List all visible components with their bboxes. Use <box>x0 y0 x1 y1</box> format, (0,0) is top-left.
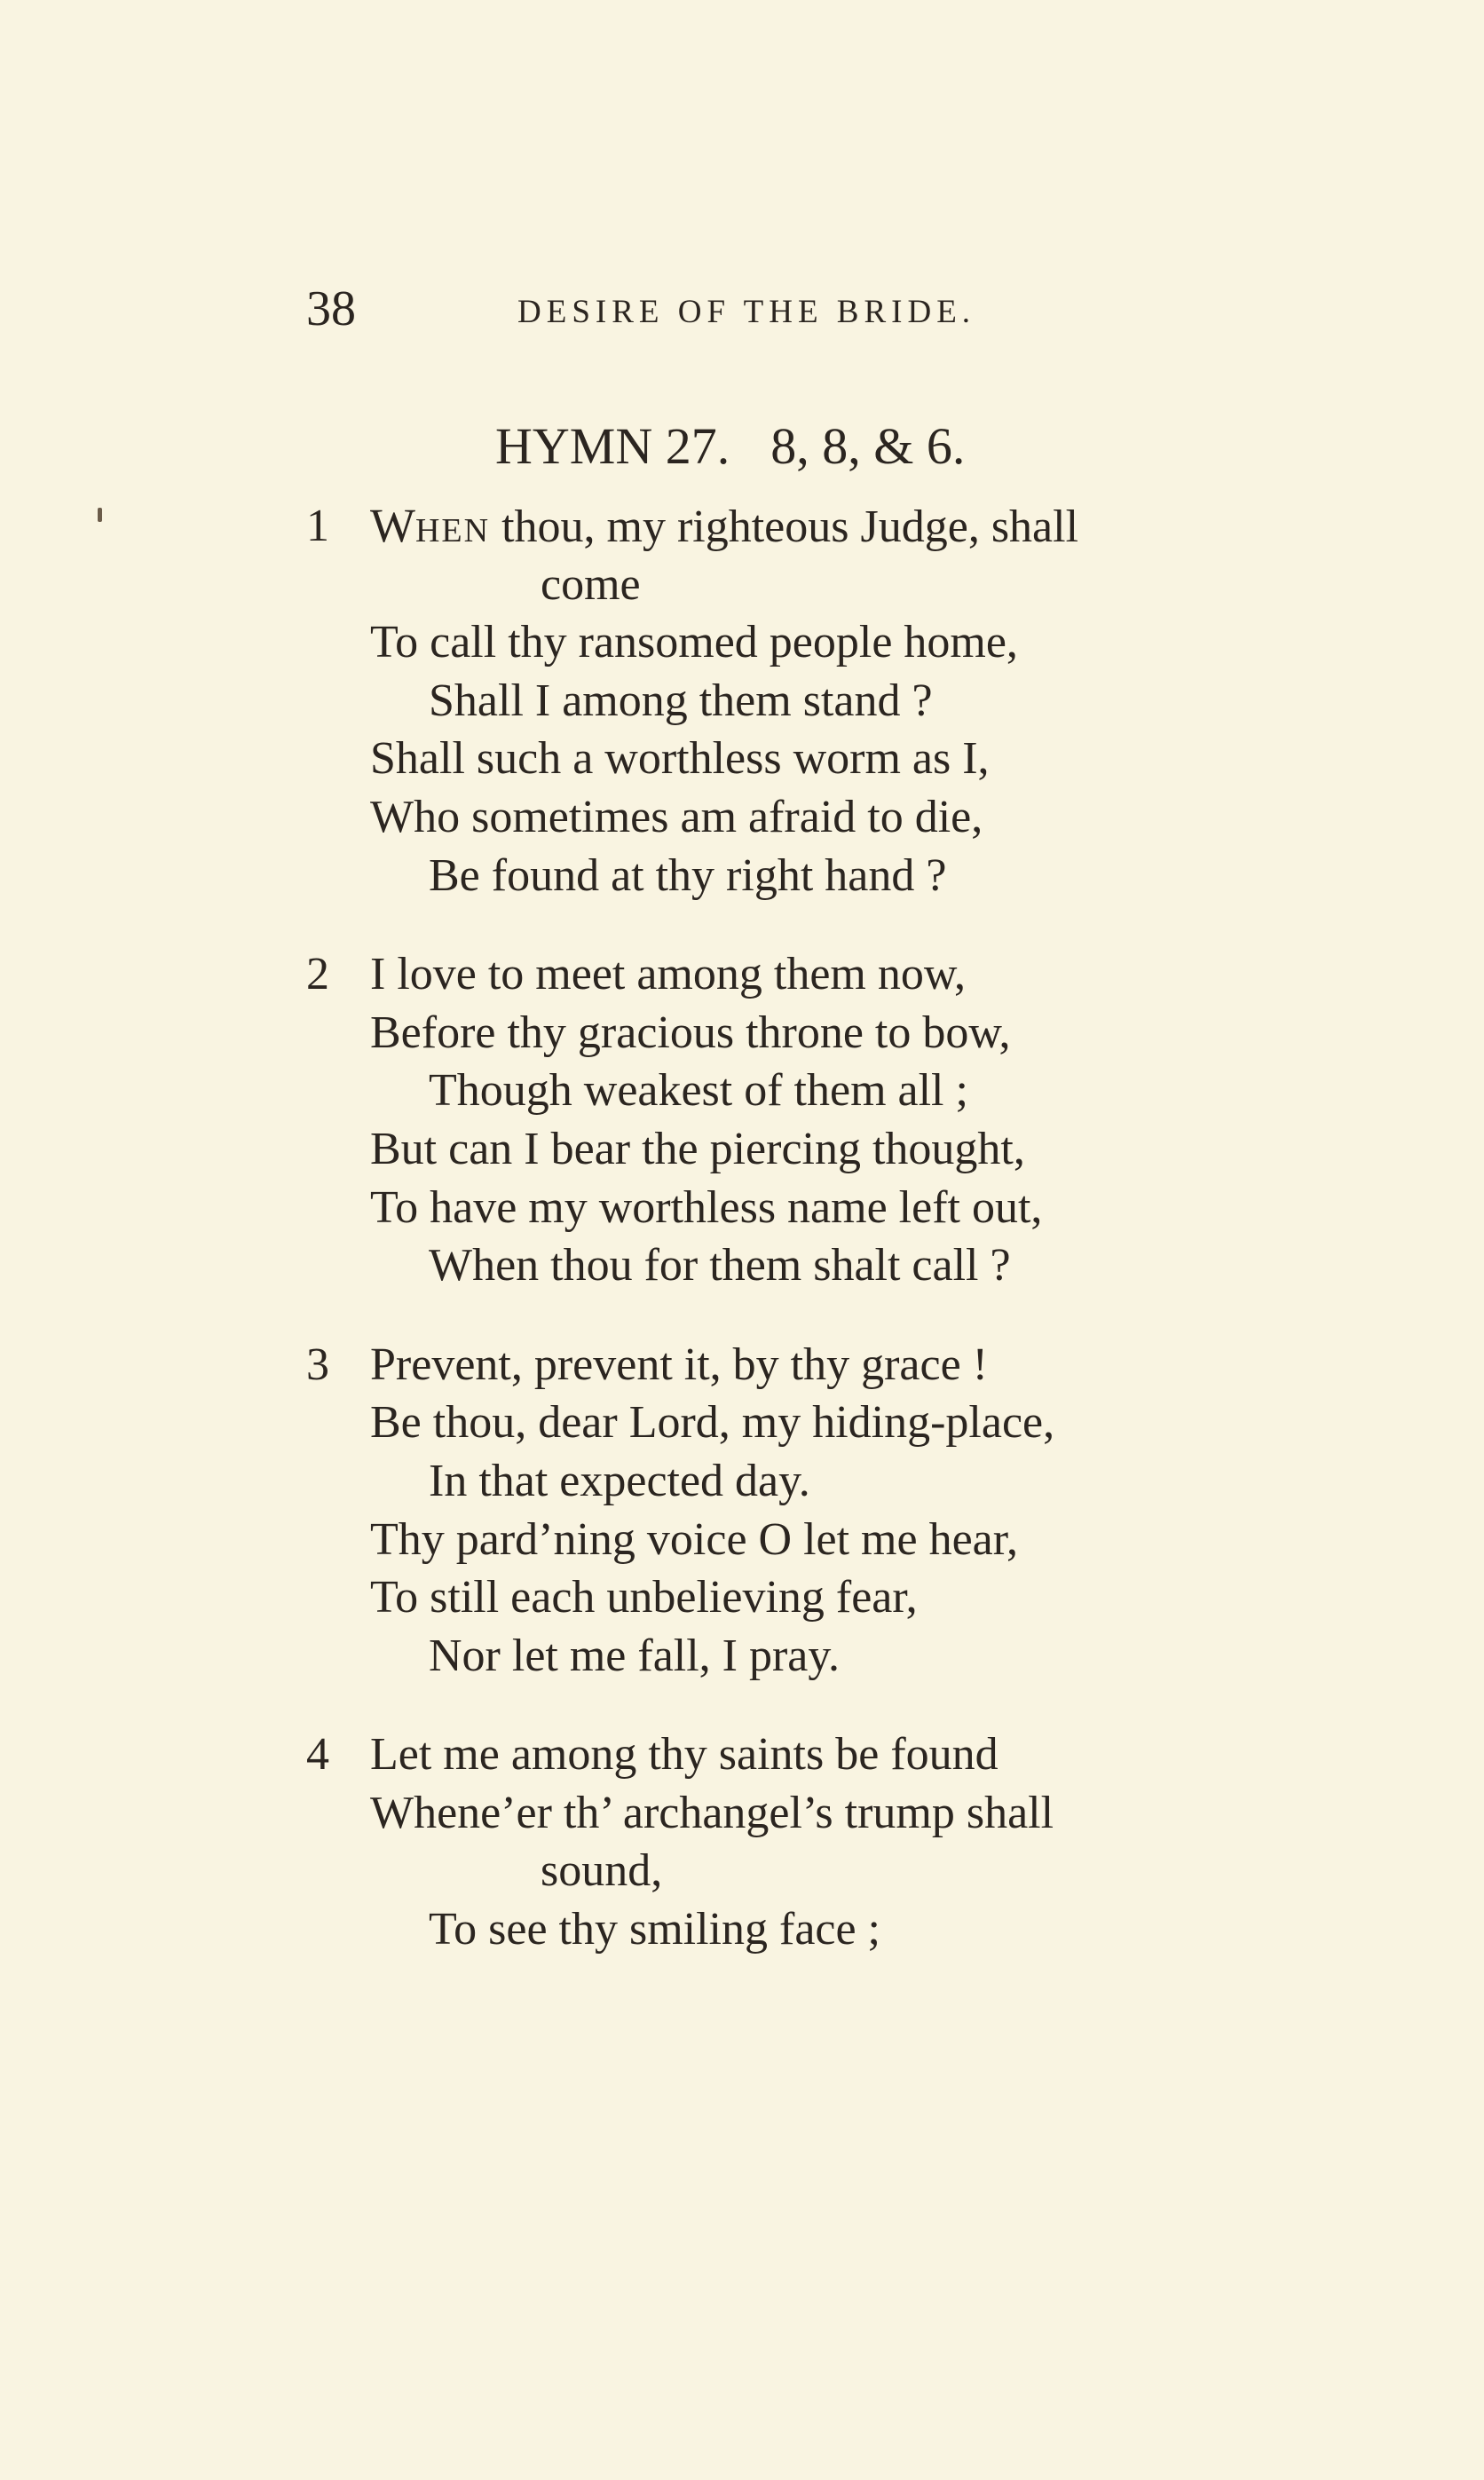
running-title: DESIRE OF THE BRIDE. <box>517 294 976 330</box>
verse-line: Whene’er th’ archangel’s trump shall <box>370 1787 1054 1838</box>
verse-line: To have my worthless name left out, <box>370 1181 1043 1233</box>
verse-line: sound, <box>541 1845 663 1897</box>
verse-line: Be found at thy right hand ? <box>429 849 947 901</box>
stanza-2 <box>306 945 1300 1295</box>
verse-line: Who sometimes am afraid to die, <box>370 791 983 842</box>
verse-line: Shall such a worthless worm as I, <box>370 733 990 785</box>
verse-line: Thy pard’ning voice O let me hear, <box>370 1513 1018 1565</box>
verse-line: When thou for them shalt call ? <box>429 1240 1011 1291</box>
page-number: 38 <box>306 281 356 336</box>
hymn-heading <box>495 417 965 476</box>
hymn-text <box>306 497 1300 2000</box>
stanza-1 <box>306 497 1300 904</box>
verse-line <box>306 497 1300 556</box>
verse-line: To still each unbelieving fear, <box>370 1572 918 1623</box>
verse-line: Prevent, prevent it, by thy grace ! <box>370 1339 988 1390</box>
verse-line: come <box>541 558 641 610</box>
verse-line: Let me among thy saints be found <box>370 1729 999 1781</box>
verse-line: Be thou, dear Lord, my hiding-place, <box>370 1397 1055 1449</box>
verse-line: To call thy ransomed people home, <box>370 617 1018 668</box>
initial-word-rest: HEN <box>414 512 491 549</box>
verse-line: But can I bear the piercing thought, <box>370 1123 1025 1174</box>
initial-letter: W <box>370 499 415 552</box>
verse-line: To see thy smiling face ; <box>429 1904 881 1955</box>
verse-line: Though weakest of them all ; <box>429 1065 968 1117</box>
verse-line: Before thy gracious throne to bow, <box>370 1007 1011 1058</box>
hymn-meter: 8, 8, & 6. <box>770 417 966 475</box>
verse-line: I love to meet among them now, <box>370 949 967 1000</box>
hymn-title: HYMN 27. <box>495 417 730 475</box>
ink-speck <box>98 508 102 522</box>
verse-line-text: thou, my righteous Judge, shall <box>490 502 1079 552</box>
verse-line: In that expected day. <box>429 1455 810 1506</box>
stanza-3 <box>306 1336 1300 1686</box>
stanza-number: 4 <box>306 1729 329 1781</box>
stanza-number: 2 <box>306 949 329 1000</box>
stanza-number: 3 <box>306 1339 329 1390</box>
verse-line: Shall I among them stand ? <box>429 675 933 726</box>
stanza-4 <box>306 1726 1300 1958</box>
verse-line: Nor let me fall, I pray. <box>429 1630 840 1681</box>
running-head <box>306 282 1052 336</box>
stanza-number: 1 <box>306 501 329 551</box>
